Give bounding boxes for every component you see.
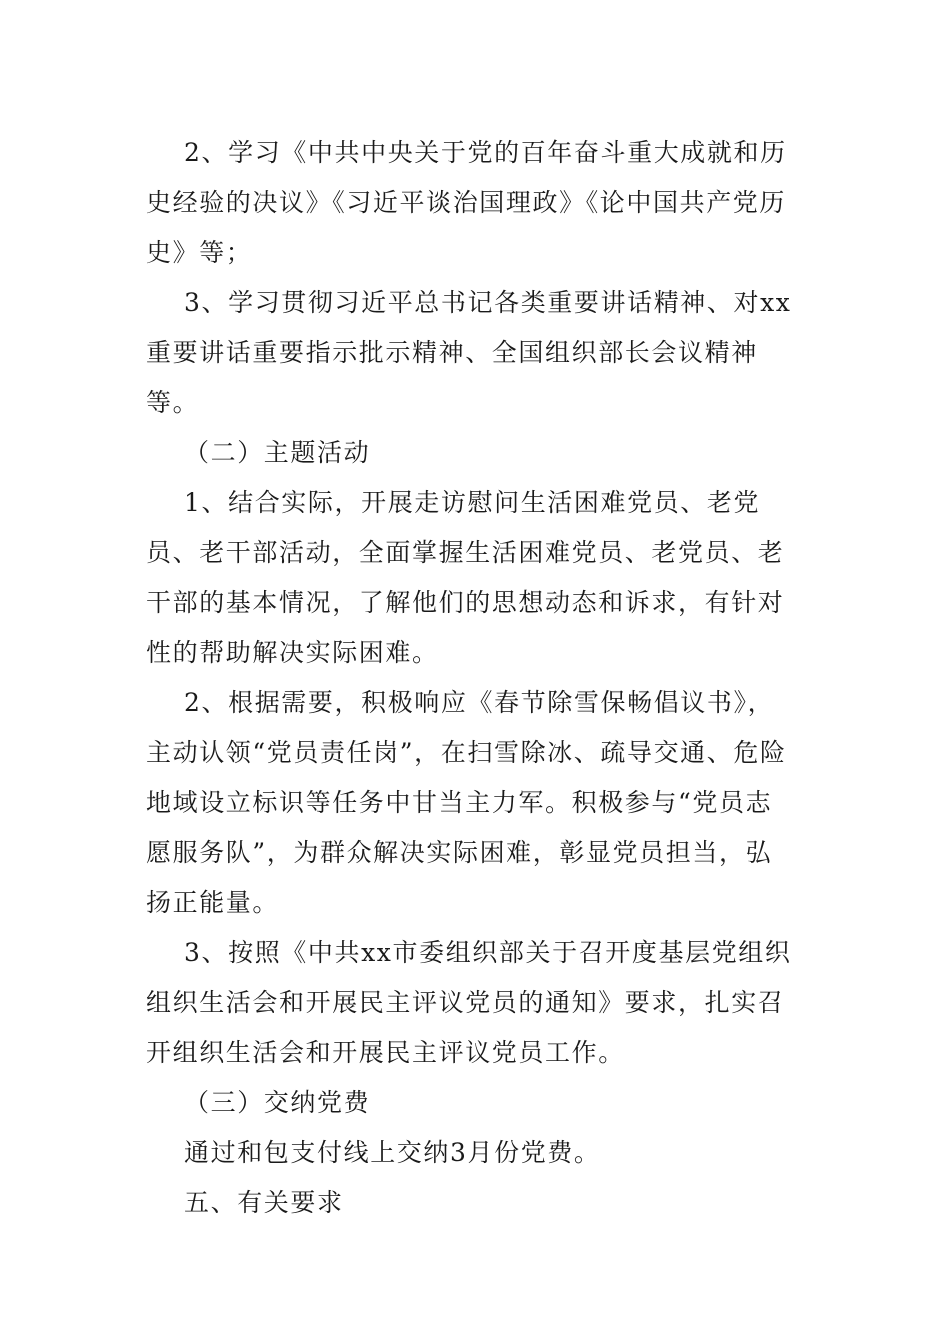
paragraph-study-speeches: 3、学习贯彻习近平总书记各类重要讲话精神、对xx重要讲话重要指示批示精神、全国组织部长会议精神等。	[146, 288, 792, 417]
paragraph-organization-meeting: 3、按照《中共xx市委组织部关于召开度基层党组织组织生活会和开展民主评议党员的通知》要求，扎实召开组织生活会和开展民主评议党员工作。	[146, 938, 792, 1067]
paragraph-snow-removal: 2、根据需要，积极响应《春节除雪保畅倡议书》，主动认领“党员责任岗”，在扫雪除冰、疏导交通、危险地域设立标识等任务中甘当主力军。积极参与“党员志愿服务队”，为群众解决实际困难，彰显党员担当，弘扬正能量。	[146, 688, 787, 917]
document-body	[146, 128, 798, 1228]
paragraph-pay-dues: 通过和包支付线上交纳3月份党费。	[184, 1138, 601, 1167]
paragraph-study-resolution: 2、学习《中共中央关于党的百年奋斗重大成就和历史经验的决议》《习近平谈治国理政》《论中国共产党历史》等；	[146, 138, 787, 267]
section-heading-party-dues: （三）交纳党费	[184, 1088, 371, 1117]
section-heading-theme-activities: （二）主题活动	[184, 438, 371, 467]
paragraph-visit-members: 1、结合实际，开展走访慰问生活困难党员、老党员、老干部活动，全面掌握生活困难党员、老党员、老干部的基本情况，了解他们的思想动态和诉求，有针对性的帮助解决实际困难。	[146, 488, 785, 667]
section-heading-requirements: 五、有关要求	[184, 1188, 344, 1217]
